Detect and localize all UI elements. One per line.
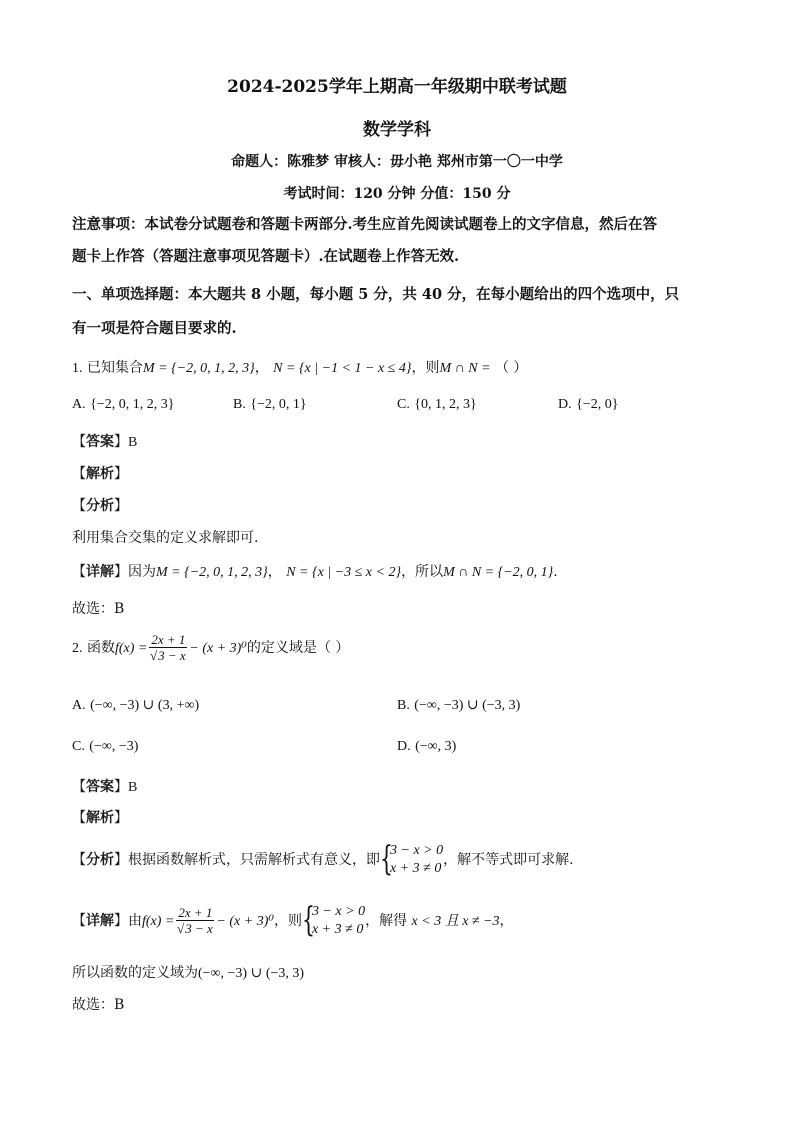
- q1-fenxi-text: 利用集合交集的定义求解即可.: [72, 530, 259, 546]
- option-label: B.: [397, 698, 410, 713]
- q1-option-c: [397, 396, 477, 413]
- detail-result: x < 3 且 x ≠ −3: [411, 914, 500, 929]
- option-label: B.: [233, 397, 246, 412]
- condition-1: 3 − x > 0: [390, 843, 444, 858]
- exam-title: 2024-2025学年上期高一年级期中联考试题: [227, 77, 567, 97]
- q2-detail: 【详解】由f(x) = $\frac{2x + 1}{√3 - x}$ − (x + 3)⁰，则 { 3 − x > 0 x + 3 ≠ 0 ，解得 x < 3 且 x ≠ −3，: [72, 900, 514, 940]
- option-label: D.: [397, 739, 411, 754]
- q2-fraction: $\frac{2x + 1}{√3 - x}$: [150, 632, 186, 663]
- detail-mid: ，所以: [401, 564, 444, 580]
- detail-condition-system: { 3 − x > 0 x + 3 ≠ 0: [301, 900, 366, 940]
- section-line-2: 有一项是符合题目要求的.: [72, 320, 237, 337]
- section-line-1: 一、单项选择题：本大题共 8 小题，每小题 5 分，共 40 分，在每小题给出的四个选项中，只: [72, 286, 680, 303]
- analysis-tag: 解析: [86, 810, 114, 826]
- notice-line-1: 注意事项：本试卷分试题卷和答题卡两部分.考生应首先阅读试题卷上的文字信息，然后在答: [72, 216, 658, 233]
- detail-fraction: $\frac{2x + 1}{√3 - x}$: [177, 905, 213, 936]
- option-value: (−∞, −3) ∪ (−3, 3): [414, 698, 521, 713]
- q1-option-b: [233, 396, 307, 413]
- answer-tag: 答案: [86, 779, 114, 795]
- analysis-tag: 解析: [86, 466, 114, 482]
- q2-option-d: [397, 738, 456, 755]
- q2-domain-line: [72, 962, 304, 982]
- condition-2: x + 3 ≠ 0: [390, 861, 442, 876]
- q1-answer: 【答案】B: [72, 434, 138, 450]
- q1-detail: 【详解】因为M = {−2, 0, 1, 2, 3}， N = {x | −3 ≤ x < 2}，所以M ∩ N = {−2, 0, 1}.: [72, 564, 558, 580]
- q1-sep: ，: [254, 360, 269, 376]
- condition-2: x + 3 ≠ 0: [311, 922, 364, 937]
- domain-value: (−∞, −3) ∪ (−3, 3): [198, 966, 305, 981]
- q2-fx: f(x) =: [114, 641, 148, 656]
- detail-prefix: 由: [128, 913, 142, 929]
- q2-stem-prefix: 函数: [86, 640, 115, 656]
- q1-option-a: [72, 396, 174, 413]
- option-label: A.: [72, 698, 86, 713]
- fenxi-tag: 分析: [86, 852, 114, 868]
- q1-option-d: [558, 396, 618, 413]
- condition-system: { 3 − x > 0 x + 3 ≠ 0: [380, 839, 444, 879]
- q1-fenxi-tag: 【分析】: [72, 498, 128, 514]
- detail-prefix: 因为: [128, 564, 156, 580]
- option-label: C.: [72, 739, 85, 754]
- time-score-line: 考试时间：120 分钟 分值：150 分: [283, 186, 511, 202]
- fraction-denominator: 3 − x: [158, 648, 186, 663]
- q2-analysis-tag: 【解析】: [72, 810, 128, 826]
- question-number: 2.: [72, 641, 83, 656]
- q1-stem-mid: ，则: [411, 360, 440, 376]
- q2-choose: 故选：B: [72, 997, 125, 1013]
- detail-result: M ∩ N = {−2, 0, 1}: [443, 565, 554, 580]
- authors-line: 命题人：陈雅梦 审核人：毋小艳 郑州市第一〇一中学: [231, 154, 563, 170]
- q1-set-m: M = {−2, 0, 1, 2, 3}: [142, 361, 255, 376]
- option-label: D.: [558, 397, 572, 412]
- detail-tail: − (x + 3)⁰: [216, 914, 274, 929]
- fraction-numerator: 2x + 1: [178, 905, 213, 920]
- detail-sep: ，: [267, 564, 282, 580]
- answer-value: B: [128, 780, 138, 795]
- q1-paren: （ ）: [494, 360, 528, 376]
- fenxi-tag: 分析: [86, 498, 114, 514]
- condition-1: 3 − x > 0: [311, 904, 366, 919]
- detail-mid: ，则: [273, 913, 302, 929]
- q1-set-n: N = {x | −1 < 1 − x ≤ 4}: [273, 361, 412, 376]
- option-value: {−2, 0}: [576, 397, 619, 412]
- option-label: C.: [397, 397, 410, 412]
- q1-expr: M ∩ N =: [439, 361, 491, 376]
- answer-value: B: [128, 435, 138, 450]
- q2-stem-suffix: 的定义域是（ ）: [246, 640, 350, 656]
- option-value: (−∞, −3): [89, 739, 139, 754]
- q1-stem-prefix: 已知集合: [86, 360, 143, 376]
- fenxi-suffix: ，解不等式即可求解.: [443, 852, 574, 868]
- answer-tag: 答案: [86, 434, 114, 450]
- q2-answer: 【答案】B: [72, 779, 138, 795]
- q2-fenxi: 【分析】根据函数解析式，只需解析式有意义，即 { 3 − x > 0 x + 3 ≠ 0 ，解不等式即可求解.: [72, 839, 574, 879]
- notice-line-2: 题卡上作答（答题注意事项见答题卡）.在试题卷上作答无效.: [72, 248, 460, 265]
- option-value: (−∞, −3) ∪ (3, +∞): [90, 698, 200, 713]
- option-label: A.: [72, 397, 86, 412]
- detail-fx: f(x) =: [142, 914, 175, 929]
- q1-choose: 故选：B: [72, 601, 125, 617]
- q1-analysis-tag: 【解析】: [72, 466, 128, 482]
- q2-option-c: [72, 738, 138, 755]
- detail-tag: 详解: [86, 913, 114, 929]
- fraction-numerator: 2x + 1: [151, 632, 186, 647]
- detail-solve: ，解得: [365, 913, 408, 929]
- detail-set-m: M = {−2, 0, 1, 2, 3}: [156, 565, 268, 580]
- option-value: {0, 1, 2, 3}: [414, 397, 477, 412]
- subject-title: 数学学科: [363, 120, 431, 140]
- domain-prefix: 所以函数的定义域为: [72, 965, 198, 981]
- detail-tag: 详解: [86, 564, 114, 580]
- q2-option-a: [72, 697, 199, 714]
- detail-set-n: N = {x | −3 ≤ x < 2}: [286, 565, 402, 580]
- question-1-stem: [72, 357, 527, 377]
- fraction-denominator: 3 − x: [185, 921, 213, 936]
- question-number: 1.: [72, 361, 83, 376]
- detail-end: ，: [499, 913, 514, 929]
- option-value: {−2, 0, 1}: [250, 397, 307, 412]
- q2-tail: − (x + 3)⁰: [189, 641, 247, 656]
- option-value: (−∞, 3): [415, 739, 457, 754]
- question-2-stem: [72, 632, 349, 664]
- detail-end: .: [553, 564, 558, 580]
- fenxi-prefix: 根据函数解析式，只需解析式有意义，即: [128, 852, 380, 868]
- option-value: {−2, 0, 1, 2, 3}: [90, 397, 175, 412]
- q2-option-b: [397, 697, 520, 714]
